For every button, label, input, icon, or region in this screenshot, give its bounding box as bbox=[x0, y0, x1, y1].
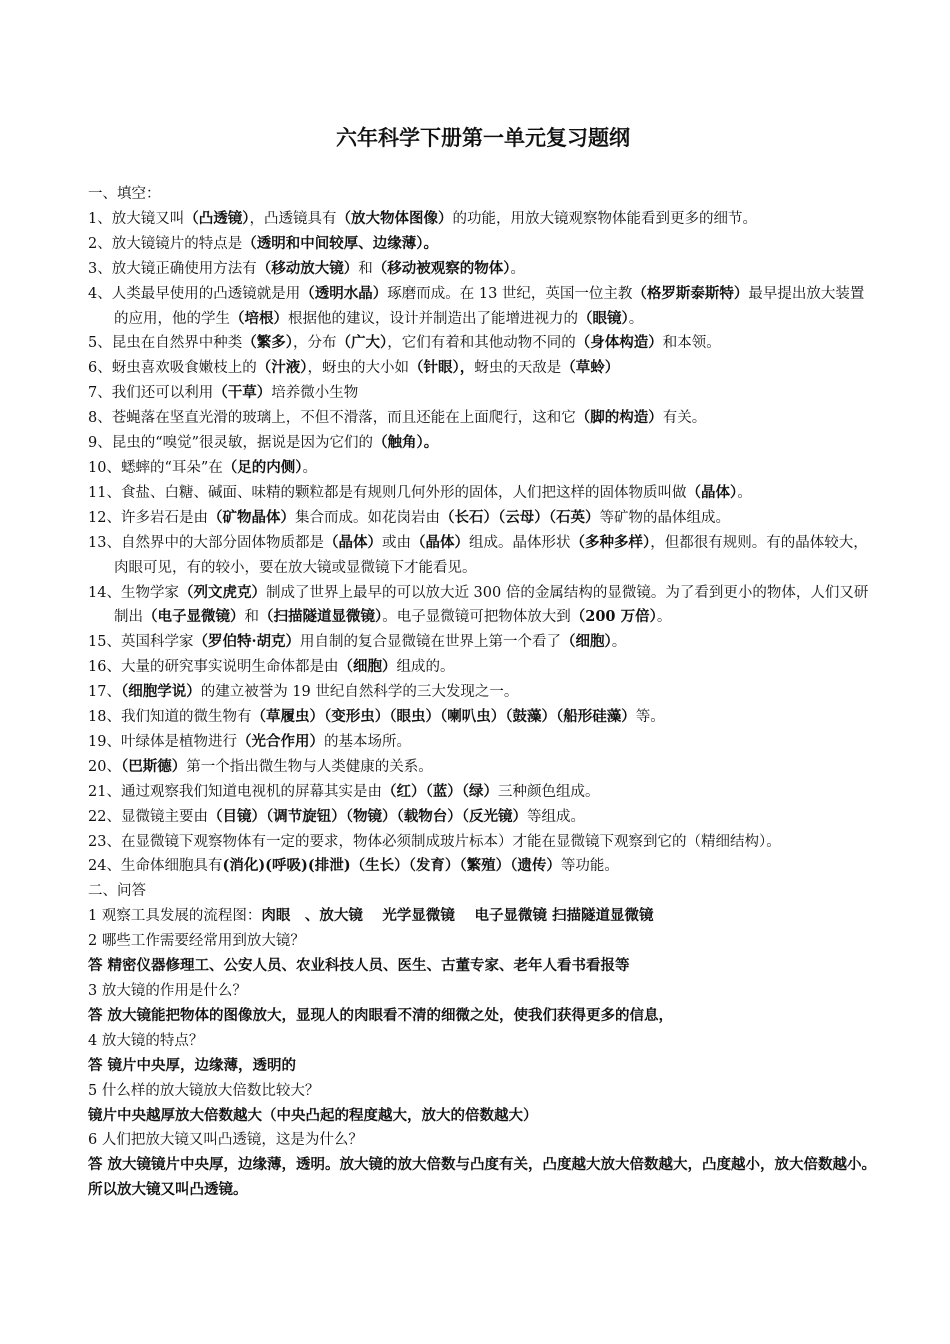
fill-item bbox=[88, 207, 878, 232]
section-heading-qa: 二、问答 bbox=[88, 883, 146, 900]
question-text: 。 bbox=[302, 459, 318, 476]
question-text: 集合而成。如花岗岩由 bbox=[294, 509, 440, 526]
question-text: ，分布 bbox=[292, 335, 337, 352]
answer-text: （身体构造） bbox=[575, 334, 663, 352]
question-text: 9、昆虫的“嗅觉”很灵敏，据说是因为它们的 bbox=[88, 435, 374, 452]
question-text: 蚜虫的天敌是 bbox=[474, 360, 562, 377]
fill-item bbox=[88, 630, 878, 655]
question-text: 等。 bbox=[635, 709, 665, 726]
answer-text: （长石）（云母）（石英） bbox=[439, 508, 600, 526]
qa-item bbox=[88, 1004, 878, 1029]
answer-text: 答 镜片中央厚，边缘薄，透明的 bbox=[88, 1056, 297, 1074]
question-text: 10、蟋蟀的“耳朵”在 bbox=[88, 459, 223, 476]
answer-text: （细胞） bbox=[338, 658, 397, 676]
qa-item bbox=[88, 904, 878, 929]
question-text: 培养微小生物 bbox=[271, 385, 359, 402]
fill-item bbox=[88, 854, 878, 879]
answer-text: （汁液） bbox=[256, 359, 308, 377]
qa-item bbox=[88, 929, 878, 954]
fill-item bbox=[88, 705, 878, 730]
answer-text: （透明和中间较厚、边缘薄）。 bbox=[242, 234, 438, 252]
answer-text: 答 精密仪器修理工、公安人员、农业科技人员、医生、古董专家、老年人看书看报等 bbox=[88, 957, 630, 975]
question-text: 3、放大镜正确使用方法有 bbox=[88, 260, 257, 277]
fill-item bbox=[88, 730, 878, 755]
question-text: 3 放大镜的作用是什么？ bbox=[88, 983, 247, 999]
question-text: 等矿物的晶体组成。 bbox=[599, 509, 730, 526]
question-text: 24、生命体细胞具有 bbox=[88, 858, 223, 875]
question-text: 21、通过观察我们知道电视机的屏幕其实是由 bbox=[88, 783, 382, 800]
question-text: 和本领。 bbox=[662, 335, 721, 352]
fill-item bbox=[88, 531, 878, 581]
document-page bbox=[88, 124, 878, 1203]
fill-item bbox=[88, 805, 878, 830]
question-text: ，蚜虫的大小如 bbox=[307, 360, 409, 377]
question-text: ，凸透镜具有 bbox=[249, 210, 337, 227]
answer-text: （繁多） bbox=[242, 334, 293, 352]
question-text: 22、显微镜主要由 bbox=[88, 808, 208, 825]
question-text: 2、放大镜镜片的特点是 bbox=[88, 235, 243, 252]
answer-text: 答 放大镜镜片中央厚，边缘薄，透明。放大镜的放大倍数与凸度有关，凸度越大放大倍数越大，凸度越小，放大倍数越小。所以放大镜又叫凸透镜。 bbox=[88, 1156, 877, 1199]
question-text: 17、 bbox=[88, 684, 121, 701]
question-text: 1、放大镜又叫 bbox=[88, 210, 185, 227]
answer-text: （广大） bbox=[336, 334, 388, 352]
page-title: 六年科学下册第一单元复习题纲 bbox=[336, 125, 630, 150]
question-text: 等组成。 bbox=[526, 808, 585, 825]
question-text: 三种颜色组成。 bbox=[497, 783, 600, 800]
answer-text: 答 放大镜能把物体的图像放大，显现人的肉眼看不清的细微之处，使我们获得更多的信息， bbox=[88, 1006, 674, 1024]
answer-text: （光合作用） bbox=[236, 732, 324, 750]
answer-text: （晶体） bbox=[686, 483, 738, 501]
answer-text: （针眼）， bbox=[408, 359, 475, 377]
answer-text: （多种多样） bbox=[570, 533, 651, 551]
qa-list bbox=[88, 904, 878, 1203]
question-text: 4 放大镜的特点？ bbox=[88, 1032, 204, 1049]
fill-item bbox=[88, 680, 878, 705]
question-text: 。 bbox=[611, 634, 627, 651]
answer-text: （草履虫）（变形虫）（眼虫）（喇叭虫）（鼓藻）（船形硅藻） bbox=[251, 708, 636, 726]
fill-item bbox=[88, 331, 878, 356]
answer-text: （细胞学说） bbox=[120, 683, 201, 701]
answer-text: （矿物晶体） bbox=[207, 508, 295, 526]
answer-text: （脚的构造） bbox=[575, 409, 663, 427]
question-text: 的功能，用放大镜观察物体能看到更多的细节。 bbox=[452, 210, 757, 227]
question-text: 的基本场所。 bbox=[323, 733, 411, 750]
fill-item bbox=[88, 830, 878, 855]
answer-text: （200 万倍） bbox=[570, 608, 657, 626]
question-text: 19、叶绿体是植物进行 bbox=[88, 733, 237, 750]
question-text: 15、英国科学家 bbox=[88, 634, 194, 651]
question-text: 12、许多岩石是由 bbox=[88, 509, 208, 526]
question-text: 4、人类最早使用的凸透镜就是用 bbox=[88, 285, 301, 302]
fill-item bbox=[88, 456, 878, 481]
answer-text: （罗伯特·胡克） bbox=[193, 633, 301, 651]
question-text: 琢磨而成。在 13 世纪，英国一位主教 bbox=[387, 285, 633, 302]
answer-text: （晶体） bbox=[323, 533, 382, 551]
answer-text: （眼镜） bbox=[578, 309, 629, 327]
answer-text: （巴斯德） bbox=[120, 757, 187, 775]
qa-item bbox=[88, 1128, 878, 1153]
qa-item bbox=[88, 1079, 878, 1104]
answer-text: （电子显微镜） bbox=[143, 608, 245, 626]
question-text: 23、在显微镜下观察物体有一定的要求，物体必须制成玻片标本）才能在显微镜下观察到它的（精细结构）。 bbox=[88, 833, 781, 850]
fill-item bbox=[88, 506, 878, 531]
answer-text: （目镜）（调节旋钮）（物镜）（载物台）（反光镜） bbox=[207, 807, 527, 825]
answer-text: 镜片中央越厚放大倍数越大（中央凸起的程度越大，放大的倍数越大） bbox=[88, 1106, 538, 1124]
question-text: 最早提出放大装置的应用，他的学生 bbox=[114, 285, 865, 327]
fill-item bbox=[88, 257, 878, 282]
qa-item bbox=[88, 979, 878, 1004]
question-text: 7、我们还可以利用 bbox=[88, 385, 214, 402]
fill-item bbox=[88, 431, 878, 456]
question-text: 18、我们知道的微生物有 bbox=[88, 709, 252, 726]
fill-item bbox=[88, 381, 878, 406]
fill-item bbox=[88, 655, 878, 680]
question-text: 。 bbox=[510, 260, 525, 277]
answer-text: 肉眼 、放大镜 光学显微镜 电子显微镜 扫描隧道显微镜 bbox=[261, 907, 654, 925]
answer-text: （干草） bbox=[213, 384, 272, 402]
question-text: 等功能。 bbox=[560, 858, 619, 875]
fill-item bbox=[88, 406, 878, 431]
question-text: 制成了世界上最早的可以放大近 300 倍的金属结构的显微镜。为了看到更小的物体，人们又研制出 bbox=[114, 584, 869, 626]
fill-item bbox=[88, 232, 878, 257]
fill-item bbox=[88, 356, 878, 381]
question-text: 有关。 bbox=[662, 410, 707, 427]
question-text: 。 bbox=[737, 484, 752, 501]
answer-text: （触角）。 bbox=[373, 434, 439, 452]
answer-text: （移动放大镜） bbox=[256, 259, 359, 277]
answer-text: (消化)(呼吸)(排泄)（生长）（发育）（繁殖）（遗传） bbox=[222, 857, 561, 875]
answer-text: （细胞） bbox=[561, 633, 612, 651]
answer-text: （格罗斯泰斯特） bbox=[632, 284, 749, 302]
qa-item bbox=[88, 1029, 878, 1054]
question-text: 6、蚜虫喜欢吸食嫩枝上的 bbox=[88, 360, 257, 377]
answer-text: （红）（蓝）（绿） bbox=[381, 782, 498, 800]
qa-item bbox=[88, 1104, 878, 1129]
answer-text: （列文虎克） bbox=[178, 583, 266, 601]
question-text: 8、苍蝇落在坚直光滑的玻璃上，不但不滑落，而且还能在上面爬行，这和它 bbox=[88, 410, 576, 427]
section-heading-fill: 一、填空： bbox=[88, 186, 161, 202]
answer-text: （透明水晶） bbox=[300, 284, 388, 302]
question-text: 16、大量的研究事实说明生命体都是由 bbox=[88, 659, 339, 676]
question-text: 5 什么样的放大镜放大倍数比较大？ bbox=[88, 1082, 320, 1099]
answer-text: （移动被观察的物体） bbox=[372, 259, 511, 277]
question-text: 11、食盐、白糖、碱面、味精的颗粒都是有规则几何外形的固体，人们把这样的固体物质叫做 bbox=[88, 484, 687, 501]
question-text: 20、 bbox=[88, 758, 121, 775]
answer-text: （晶体） bbox=[410, 533, 469, 551]
question-text: 14、生物学家 bbox=[88, 584, 179, 601]
question-text: 。电子显微镜可把物体放大到 bbox=[382, 609, 571, 626]
question-text: 。 bbox=[628, 310, 644, 327]
qa-item bbox=[88, 954, 878, 979]
question-text: 13、自然界中的大部分固体物质都是 bbox=[88, 534, 324, 551]
question-text: ，它们有着和其他动物不同的 bbox=[387, 335, 576, 352]
question-text: 组成的。 bbox=[396, 659, 455, 676]
fill-item bbox=[88, 780, 878, 805]
question-text: 和 bbox=[358, 260, 373, 277]
question-text: 的建立被誉为 19 世纪自然科学的三大发现之一。 bbox=[200, 684, 519, 701]
question-text: 用自制的复合显微镜在世界上第一个看了 bbox=[300, 634, 562, 651]
fill-item bbox=[88, 581, 878, 631]
answer-text: （培根） bbox=[230, 309, 288, 327]
question-text: 1 观察工具发展的流程图： bbox=[88, 908, 262, 925]
fill-item bbox=[88, 755, 878, 780]
answer-text: （足的内侧） bbox=[222, 458, 303, 476]
answer-text: （凸透镜） bbox=[184, 209, 250, 227]
question-text: 或由 bbox=[381, 534, 411, 551]
question-text: 2 哪些工作需要经常用到放大镜？ bbox=[88, 933, 305, 950]
question-text: 根据他的建议，设计并制造出了能增进视力的 bbox=[288, 310, 578, 327]
question-text: 组成。晶体形状 bbox=[468, 534, 571, 551]
question-text: 。 bbox=[656, 609, 672, 626]
fill-item bbox=[88, 481, 878, 506]
question-text: 和 bbox=[244, 609, 259, 626]
answer-text: （扫描隧道显微镜） bbox=[259, 608, 383, 626]
fill-item bbox=[88, 282, 878, 332]
qa-item bbox=[88, 1153, 878, 1203]
question-text: 6 人们把放大镜又叫凸透镜，这是为什么？ bbox=[88, 1132, 363, 1149]
question-text: ，但都很有规则。有的晶体较大，肉眼可见，有的较小，要在放大镜或显微镜下才能看见。 bbox=[114, 534, 868, 576]
qa-item bbox=[88, 1054, 878, 1079]
question-text: 5、昆虫在自然界中种类 bbox=[88, 335, 243, 352]
answer-text: （草蛉） bbox=[561, 359, 620, 377]
question-text: 第一个指出微生物与人类健康的关系。 bbox=[186, 758, 433, 775]
answer-text: （放大物体图像） bbox=[336, 209, 453, 227]
fill-in-list bbox=[88, 207, 878, 879]
